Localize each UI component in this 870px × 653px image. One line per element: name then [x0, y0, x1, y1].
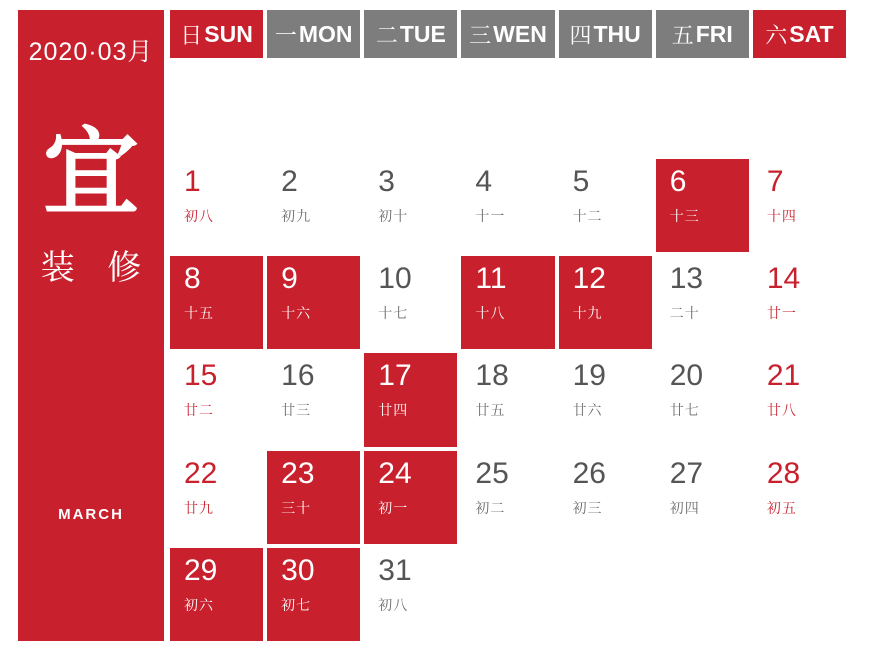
day-cell[interactable] [267, 62, 360, 155]
day-number: 10 [378, 262, 412, 296]
day-cell[interactable] [170, 548, 263, 641]
day-lunar: 初六 [184, 598, 214, 614]
day-lunar: 廿二 [184, 404, 214, 420]
weekday-header-fri [656, 10, 749, 58]
day-number: 31 [378, 553, 412, 587]
day-number: 27 [669, 456, 704, 490]
day-cell[interactable] [753, 451, 846, 544]
week-row [170, 548, 846, 641]
weekday-header-mon-cn: 一 [274, 22, 297, 48]
day-lunar: 廿七 [669, 404, 700, 420]
weekday-header-sun-cn: 日 [180, 22, 203, 48]
week-row [170, 353, 846, 446]
day-cell[interactable] [753, 256, 846, 349]
day-lunar: 初二 [475, 501, 506, 517]
auspicious-activity-label: 装 修 [40, 250, 154, 287]
day-number: 13 [669, 262, 704, 296]
day-cell[interactable] [170, 256, 263, 349]
weekday-header-wed-en: WEN [493, 20, 547, 47]
day-cell[interactable] [656, 548, 749, 641]
weekday-header-sat-cn: 六 [765, 22, 788, 48]
day-number: 8 [184, 262, 201, 296]
weekday-header-fri-en: FRI [695, 20, 733, 47]
calendar-grid [170, 10, 846, 641]
day-lunar: 廿八 [766, 404, 797, 420]
day-cell[interactable] [364, 451, 457, 544]
weekday-header-thu-en: THU [593, 20, 641, 47]
day-cell[interactable] [170, 353, 263, 446]
day-lunar: 初三 [572, 501, 603, 517]
day-number: 17 [378, 359, 412, 393]
weekday-header-sun-en: SUN [204, 20, 253, 47]
day-cell[interactable] [364, 548, 457, 641]
year-month-label: 2020·03月 [28, 38, 154, 66]
week-row [170, 256, 846, 349]
day-cell[interactable] [656, 159, 749, 252]
weekday-header-fri-cn: 五 [671, 22, 694, 48]
day-cell[interactable] [170, 159, 263, 252]
day-lunar: 二十 [669, 307, 700, 323]
day-cell[interactable] [267, 256, 360, 349]
weekday-header-sun [170, 10, 263, 58]
week-row [170, 62, 846, 155]
day-cell[interactable] [267, 548, 360, 641]
day-cell[interactable] [267, 159, 360, 252]
day-lunar: 十五 [184, 307, 214, 323]
day-lunar: 十四 [766, 210, 797, 226]
weekday-header-thu-cn: 四 [569, 22, 592, 48]
day-lunar: 廿三 [281, 404, 312, 420]
weekday-header-sat-en: SAT [789, 20, 834, 47]
week-row [170, 451, 846, 544]
week-rows [170, 62, 846, 641]
day-cell[interactable] [559, 62, 652, 155]
day-number: 28 [766, 456, 801, 490]
day-number: 3 [378, 165, 395, 199]
day-lunar: 十八 [475, 307, 506, 323]
day-cell[interactable] [753, 548, 846, 641]
day-lunar: 十二 [572, 210, 603, 226]
auspicious-character: 宜 [43, 120, 139, 227]
month-english-label: MARCH [58, 506, 124, 523]
weekday-header-tue [364, 10, 457, 58]
day-number: 26 [572, 456, 606, 490]
day-cell[interactable] [364, 353, 457, 446]
day-cell[interactable] [461, 353, 554, 446]
weekday-header-tue-en: TUE [399, 20, 446, 47]
day-cell[interactable] [656, 353, 749, 446]
day-number: 16 [281, 359, 315, 393]
day-number: 30 [281, 553, 315, 587]
day-lunar: 廿九 [184, 501, 214, 517]
week-row [170, 159, 846, 252]
day-cell[interactable] [364, 159, 457, 252]
day-lunar: 十三 [669, 210, 700, 226]
weekday-header-row [170, 10, 846, 58]
day-cell[interactable] [461, 548, 554, 641]
weekday-header-mon [267, 10, 360, 58]
weekday-header-wed [461, 10, 554, 58]
day-lunar: 三十 [281, 501, 312, 517]
day-number: 7 [766, 165, 784, 199]
day-number: 19 [572, 359, 606, 393]
day-lunar: 廿五 [475, 404, 506, 420]
day-number: 9 [281, 262, 298, 296]
day-number: 2 [281, 165, 298, 199]
day-number: 23 [281, 456, 315, 490]
day-cell[interactable] [656, 62, 749, 155]
day-lunar: 十九 [572, 307, 603, 323]
day-number: 1 [184, 165, 201, 199]
day-lunar: 初一 [378, 501, 409, 517]
day-cell[interactable] [267, 353, 360, 446]
day-number: 21 [766, 359, 801, 393]
day-cell[interactable] [461, 159, 554, 252]
day-lunar: 廿四 [378, 404, 409, 420]
day-cell[interactable] [267, 451, 360, 544]
day-cell[interactable] [656, 451, 749, 544]
weekday-header-sat [753, 10, 846, 58]
day-number: 25 [475, 456, 509, 490]
day-cell[interactable] [461, 256, 554, 349]
day-lunar: 十一 [475, 210, 506, 226]
day-cell[interactable] [559, 548, 652, 641]
day-number: 12 [572, 262, 606, 296]
day-number: 24 [378, 456, 412, 490]
day-number: 20 [669, 359, 704, 393]
day-number: 22 [184, 456, 218, 490]
day-lunar: 十六 [281, 307, 312, 323]
day-lunar: 初七 [281, 598, 312, 614]
day-lunar: 初四 [669, 501, 700, 517]
day-lunar: 初八 [378, 598, 409, 614]
day-number: 11 [475, 262, 507, 296]
day-lunar: 初五 [766, 501, 797, 517]
weekday-header-wed-cn: 三 [469, 22, 492, 48]
day-number: 4 [475, 165, 493, 199]
weekday-header-mon-en: MON [298, 20, 353, 47]
day-cell[interactable] [170, 62, 263, 155]
day-lunar: 初八 [184, 210, 214, 226]
day-cell[interactable] [753, 62, 846, 155]
day-cell[interactable] [559, 159, 652, 252]
day-number: 6 [669, 165, 687, 199]
day-number: 15 [184, 359, 218, 393]
day-cell[interactable] [461, 62, 554, 155]
day-cell[interactable] [656, 256, 749, 349]
day-cell[interactable] [559, 451, 652, 544]
day-number: 18 [475, 359, 509, 393]
day-number: 5 [572, 165, 590, 199]
day-cell[interactable] [364, 256, 457, 349]
day-lunar: 初十 [378, 210, 409, 226]
weekday-header-thu [559, 10, 652, 58]
day-cell[interactable] [461, 451, 554, 544]
day-lunar: 廿六 [572, 404, 603, 420]
day-cell[interactable] [170, 451, 263, 544]
day-number: 29 [184, 553, 218, 587]
day-cell[interactable] [753, 159, 846, 252]
day-lunar: 廿一 [766, 307, 797, 323]
day-number: 14 [766, 262, 801, 296]
day-lunar: 十七 [378, 307, 409, 323]
day-cell[interactable] [753, 353, 846, 446]
day-cell[interactable] [559, 353, 652, 446]
month-side-panel [18, 10, 164, 641]
day-cell[interactable] [559, 256, 652, 349]
day-lunar: 初九 [281, 210, 312, 226]
day-cell[interactable] [364, 62, 457, 155]
weekday-header-tue-cn: 二 [375, 22, 398, 48]
